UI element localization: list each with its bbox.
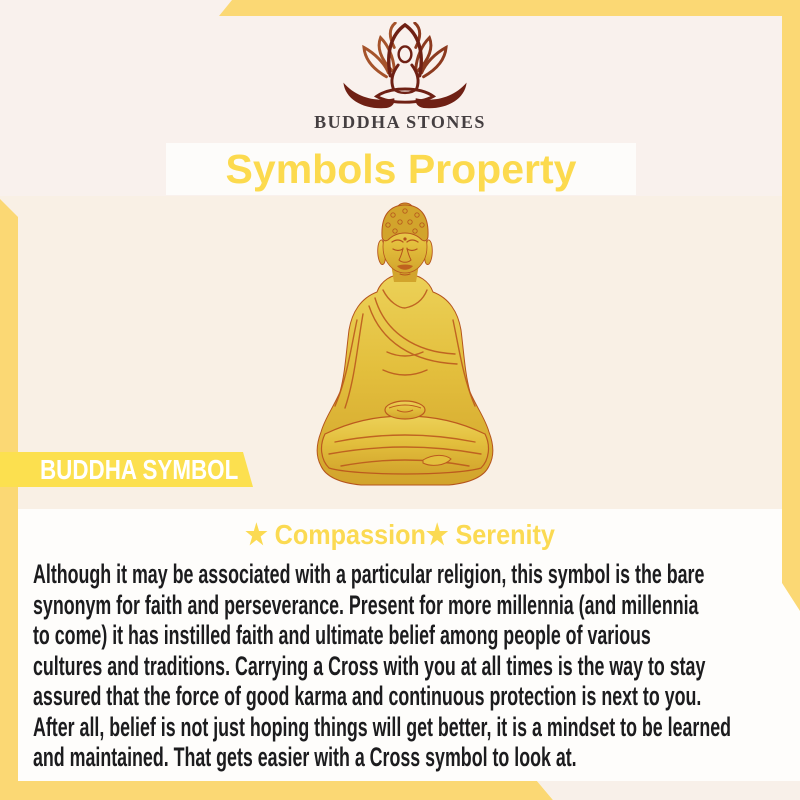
paragraph-line: to come) it has instilled faith and ultimate belief among people of various [33, 620, 651, 650]
frame-bottom-band [0, 781, 553, 800]
golden-buddha-icon [305, 202, 505, 502]
paragraph-line: After all, belief is not just hoping things will get better, it is a mindset to be learned [33, 711, 732, 742]
paragraph-line: Although it may be associated with a particular religion, this symbol is the bare [33, 559, 705, 589]
section-banner-label: BUDDHA SYMBOL [40, 454, 239, 485]
traits-line: ★ Compassion★ Serenity [245, 519, 555, 550]
description-paragraph [33, 559, 731, 773]
paragraph-line: cultures and traditions. Carrying a Cross with you at all times is the way to stay [33, 650, 706, 681]
brand-name: BUDDHA STONES [314, 112, 486, 132]
paragraph-line: and maintained. That gets easier with a Cross symbol to look at. [33, 742, 577, 772]
paragraph-line: synonym for faith and perseverance. Present for more millennia (and millennia [33, 589, 699, 620]
page-title: Symbols Property [225, 146, 577, 192]
paragraph-line: assured that the force of good karma and continuous protection is next to you. [33, 681, 702, 711]
lotus-meditation-icon [330, 22, 480, 110]
frame-corner-cream [537, 781, 800, 800]
